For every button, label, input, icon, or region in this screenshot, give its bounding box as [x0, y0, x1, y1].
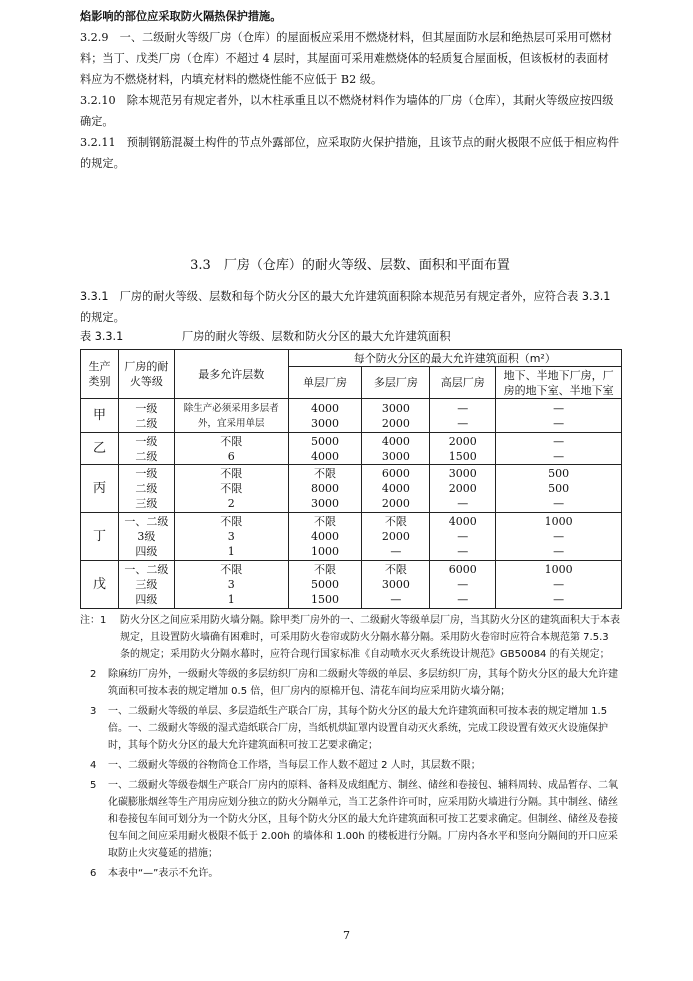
underground-cell: —	[553, 593, 565, 606]
rating-cell: 四级	[135, 593, 158, 606]
high-cell: 4000	[448, 515, 477, 528]
single-cell: 不限	[314, 563, 337, 576]
header-fire-rating: 厂房的耐火等级	[118, 350, 174, 399]
multi-cell: 3000	[381, 401, 410, 415]
multi-cell: 不限	[384, 563, 407, 576]
multi-cell: 2000	[381, 416, 410, 430]
table-row	[81, 399, 622, 433]
single-cell: 5000	[311, 578, 340, 591]
note-number: 3	[90, 706, 97, 717]
floors-cell: 不限	[220, 563, 243, 576]
multi-cell: 6000	[381, 467, 410, 480]
underground-cell: 500	[548, 467, 570, 480]
single-cell: 4000	[311, 401, 340, 415]
table-number: 表 3.3.1	[80, 330, 124, 343]
underground-cell: —	[553, 578, 565, 591]
table-row	[81, 433, 622, 465]
floors-cell: 不限	[220, 434, 243, 448]
header-area-group: 每个防火分区的最大允许建筑面积（m²）	[288, 350, 621, 367]
note-text: 防火分区之间应采用防火墙分隔。除甲类厂房外的一、二级耐火等级单层厂房，当其防火分区的建筑面积大于本表规定，且设置防火墙确有困难时，可采用防火卷帘或防火分隔水幕分隔。采用防火卷帘时应符合本规范第 7.5.3 条的规定；采用防火分隔水幕时，应符合现行国家标准《自动喷水灭火系统设计规范》GB50084 的有关规定；	[120, 615, 620, 660]
single-cell: 1500	[311, 593, 340, 606]
note-number: 6	[90, 868, 97, 879]
single-cell: 3000	[311, 497, 340, 510]
underground-cell: —	[553, 530, 565, 543]
multi-cell: —	[390, 593, 402, 606]
note-number: 5	[90, 780, 97, 791]
header-multi: 多层厂房	[362, 367, 430, 399]
category-cell: 乙	[81, 433, 119, 465]
high-cell: 3000	[448, 467, 477, 480]
table-row	[81, 465, 622, 513]
note-number: 4	[90, 760, 97, 771]
table-notes	[80, 612, 620, 885]
section-heading: 3.3 厂房（仓库）的耐火等级、层数、面积和平面布置	[190, 258, 510, 273]
note-item	[80, 865, 620, 882]
category-cell: 丁	[81, 513, 119, 561]
floors-cell: 1	[227, 593, 235, 606]
fire-rating-table	[80, 349, 622, 609]
table-row	[81, 513, 622, 561]
note-number: 2	[90, 669, 97, 680]
high-cell: —	[457, 530, 469, 543]
rating-cell: 二级	[135, 482, 158, 495]
underground-cell: 1000	[544, 563, 573, 576]
category-cell: 戊	[81, 561, 119, 609]
multi-cell: 2000	[381, 497, 410, 510]
floors-cell: 不限	[220, 467, 243, 480]
paragraph-continuation: 焰影响的部位应采取防火隔热保护措施。	[80, 10, 282, 23]
clause-3-2-9: 3.2.9 一、二级耐火等级厂房（仓库）的屋面板应采用不燃烧材料，但其屋面防水层和绝热层可采用可燃材料；当丁、戊类厂房（仓库）不超过 4 层时，其屋面可采用难燃烧体的轻质复合屋面板，但该板材的表面材料应为不燃烧材料，内填充材料的燃烧性能不应低于 B2 级。	[80, 31, 612, 86]
rating-cell: 一、二级	[124, 563, 169, 576]
high-cell: —	[457, 401, 469, 415]
clause-3-3-1: 3.3.1 厂房的耐火等级、层数和每个防火分区的最大允许建筑面积除本规范另有规定者外，应符合表 3.3.1 的规定。	[80, 290, 611, 324]
floors-cell: 3	[227, 578, 235, 591]
note-text: 一、二级耐火等级的谷物筒仓工作塔，当每层工作人数不超过 2 人时，其层数不限；	[108, 760, 481, 771]
rating-cell: 一级	[135, 467, 158, 480]
header-high: 高层厂房	[430, 367, 496, 399]
multi-cell: 4000	[381, 434, 410, 448]
high-cell: —	[457, 416, 469, 430]
underground-cell: —	[553, 497, 565, 510]
multi-cell: 2000	[381, 530, 410, 543]
note-item	[80, 757, 620, 774]
floors-cell: 3	[227, 530, 235, 543]
high-cell: 2000	[448, 434, 477, 448]
rating-cell: 三级	[135, 497, 158, 510]
note-text: 一、二级耐火等级卷烟生产联合厂房内的原料、备料及成组配方、制丝、储丝和卷接包、辅料周转、成品暂存、二氧化碳膨胀烟丝等生产用房应划分独立的防火分隔单元，当工艺条件许可时，应采用防火墙进行分隔。其中制丝、储丝和卷接包车间可划分为一个防火分区，且每个防火分区的最大允许建筑面积可按工艺要求确定。但制丝、储丝及卷接包车间之间应采用耐火极限不低于 2.00h 的墙体和 1.00h 的楼板进行分隔。厂房内各水平和竖向分隔间的开口应采取防止火灾蔓延的措施；	[108, 780, 618, 859]
multi-cell: 3000	[381, 449, 410, 463]
high-cell: —	[457, 497, 469, 510]
table-row	[81, 561, 622, 609]
rating-cell: 3级	[137, 530, 156, 543]
note-item	[80, 666, 620, 700]
single-cell: 4000	[311, 449, 340, 463]
floors-cell: 不限	[220, 482, 243, 495]
single-cell: 3000	[311, 416, 340, 430]
rating-cell: 二级	[135, 449, 158, 463]
rating-cell: 一、二级	[124, 515, 169, 528]
header-underground: 地下、半地下厂房，厂房的地下室、半地下室	[496, 367, 622, 399]
multi-cell: 4000	[381, 482, 410, 495]
rating-cell: 一级	[135, 401, 158, 415]
category-cell: 甲	[81, 399, 119, 433]
single-cell: 1000	[311, 545, 340, 558]
underground-cell: —	[553, 449, 565, 463]
floors-cell: 不限	[220, 515, 243, 528]
single-cell: 4000	[311, 530, 340, 543]
page-number: 7	[343, 929, 350, 942]
floors-cell: 6	[227, 449, 235, 463]
single-cell: 不限	[314, 515, 337, 528]
floors-note-cell: 除生产必须采用多层者外，宜采用单层	[174, 399, 288, 433]
floors-cell: 2	[227, 497, 235, 510]
single-cell: 8000	[311, 482, 340, 495]
single-cell: 不限	[314, 467, 337, 480]
note-item	[80, 703, 620, 754]
underground-cell: —	[553, 434, 565, 448]
underground-cell: —	[553, 401, 565, 415]
underground-cell: 500	[548, 482, 570, 495]
multi-cell: —	[390, 545, 402, 558]
clause-3-2-11: 3.2.11 预制钢筋混凝土构件的节点外露部位，应采取防火保护措施，且该节点的耐火极限不应低于相应构件的规定。	[80, 136, 620, 170]
header-max-floors: 最多允许层数	[174, 350, 288, 399]
rating-cell: 二级	[135, 416, 158, 430]
high-cell: —	[457, 578, 469, 591]
underground-cell: —	[553, 416, 565, 430]
header-category: 生产类别	[81, 350, 119, 399]
table-title: 厂房的耐火等级、层数和防火分区的最大允许建筑面积	[182, 330, 451, 343]
category-cell: 丙	[81, 465, 119, 513]
clause-3-2-10: 3.2.10 除本规范另有规定者外，以木柱承重且以不燃烧材料作为墙体的厂房（仓库），其耐火等级应按四级确定。	[80, 94, 614, 128]
high-cell: —	[457, 545, 469, 558]
underground-cell: 1000	[544, 515, 573, 528]
multi-cell: 不限	[384, 515, 407, 528]
high-cell: 1500	[448, 449, 477, 463]
floors-cell: 1	[227, 545, 235, 558]
multi-cell: 3000	[381, 578, 410, 591]
note-text: 本表中“—”表示不允许。	[108, 868, 219, 879]
note-item	[80, 612, 620, 663]
rating-cell: 三级	[135, 578, 158, 591]
single-cell: 5000	[311, 434, 340, 448]
underground-cell: —	[553, 545, 565, 558]
header-single: 单层厂房	[288, 367, 362, 399]
table-caption	[80, 328, 620, 346]
high-cell: —	[457, 593, 469, 606]
note-text: 一、二级耐火等级的单层、多层造纸生产联合厂房，其每个防火分区的最大允许建筑面积可按本表的规定增加 1.5 倍。一、二级耐火等级的湿式造纸联合厂房，当纸机烘缸罩内设置自动灭火系统，完成工段设置有效灭火设施保护时，其每个防火分区的最大允许建筑面积可按工艺要求确定；	[108, 706, 608, 751]
note-item	[80, 777, 620, 862]
note-text: 除麻纺厂房外，一级耐火等级的多层纺织厂房和二级耐火等级的单层、多层纺织厂房，其每个防火分区的最大允许建筑面积可按本表的规定增加 0.5 倍，但厂房内的原棉开包、清花车间均应采用防火墙分隔；	[108, 669, 618, 697]
high-cell: 2000	[448, 482, 477, 495]
high-cell: 6000	[448, 563, 477, 576]
rating-cell: 四级	[135, 545, 158, 558]
rating-cell: 一级	[135, 434, 158, 448]
note-number: 注：1	[80, 615, 107, 626]
